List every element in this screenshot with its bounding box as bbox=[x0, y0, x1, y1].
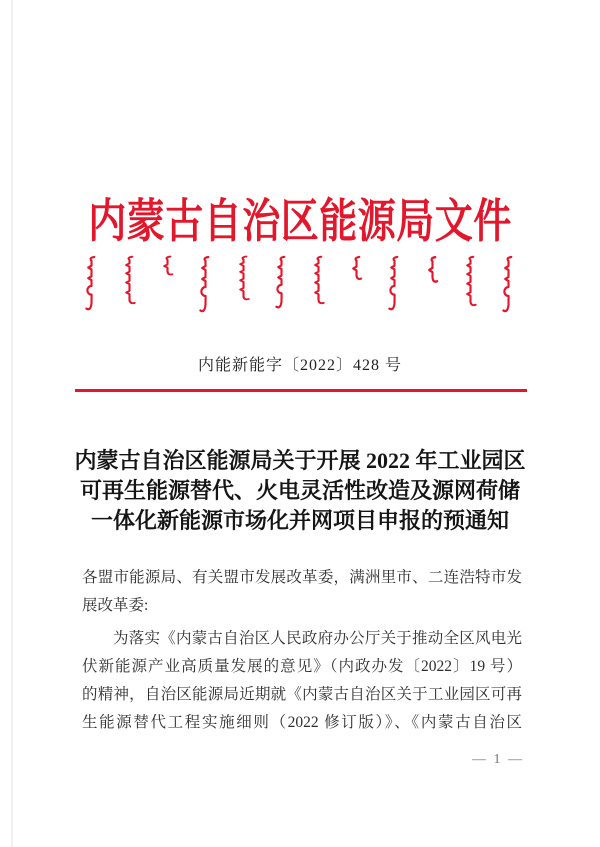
mongolian-word-glyph bbox=[388, 255, 401, 313]
document-title-line: 可再生能源替代、火电灵活性改造及源网荷储 bbox=[79, 478, 520, 503]
issuing-agency-letterhead-title: 内蒙古自治区能源局文件 bbox=[88, 196, 512, 248]
body-paragraph-line: 伏新能源产业高质量发展的意见》（内政办发〔2022〕19 号） bbox=[82, 658, 522, 675]
document-title-line: 一体化新能源市场化并网项目申报的预通知 bbox=[90, 508, 509, 533]
mongolian-word-glyph bbox=[85, 255, 98, 313]
mongolian-word-glyph bbox=[199, 255, 212, 315]
mongolian-word-glyph bbox=[464, 255, 477, 307]
recipients-line: 各盟市能源局、有关盟市发展改革委，满洲里市、二连浩特市发 bbox=[82, 569, 522, 586]
document-title bbox=[60, 446, 540, 536]
scan-edge-artifact bbox=[11, 0, 13, 847]
mongolian-word-glyph bbox=[350, 255, 363, 282]
body-paragraph-line: 的精神，自治区能源局近期就《内蒙古自治区关于工业园区可再 bbox=[82, 686, 522, 703]
mongolian-word-glyph bbox=[502, 255, 515, 315]
recipients-line: 展改革委: bbox=[82, 597, 149, 614]
red-divider-rule bbox=[75, 389, 527, 392]
mongolian-word-glyph bbox=[161, 255, 174, 277]
mongolian-script-row bbox=[85, 255, 515, 317]
body-paragraph-line: 为落实《内蒙古自治区人民政府办公厅关于推动全区风电光 bbox=[113, 630, 522, 647]
body-paragraph-line: 生能源替代工程实施细则（2022 修订版）》、《内蒙古自治区 bbox=[82, 714, 522, 731]
document-reference-number: 内能新能字〔2022〕428 号 bbox=[197, 357, 402, 374]
mongolian-word-glyph bbox=[426, 255, 439, 285]
mongolian-word-glyph bbox=[312, 255, 325, 305]
document-body bbox=[82, 564, 522, 737]
mongolian-word-glyph bbox=[275, 255, 288, 311]
mongolian-word-glyph bbox=[123, 255, 136, 305]
page-number: — 1 — bbox=[472, 752, 524, 767]
document-title-line: 内蒙古自治区能源局关于开展 2022 年工业园区 bbox=[74, 448, 526, 473]
mongolian-word-glyph bbox=[237, 255, 250, 301]
